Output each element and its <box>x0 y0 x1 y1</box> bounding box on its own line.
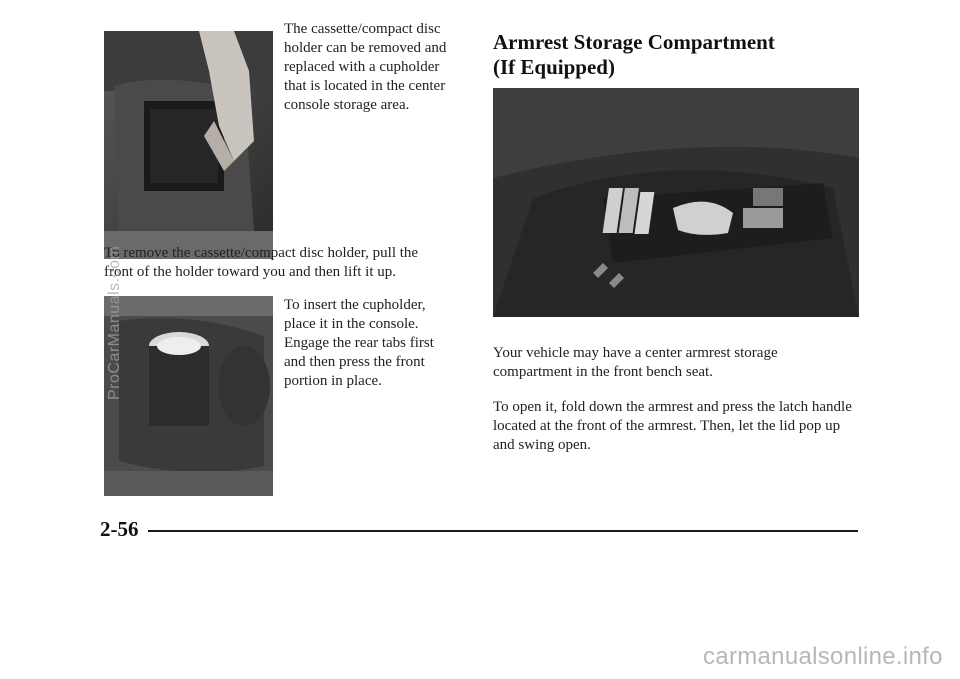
section-heading-line2: (If Equipped) <box>493 55 615 79</box>
section-heading <box>493 30 853 80</box>
remove-holder-paragraph: To remove the cassette/compact disc holder, pull the front of the holder toward you and then lift it up. <box>104 245 419 280</box>
side-watermark: ProCarManuals.com <box>106 245 123 400</box>
armrest-compartment-photo <box>493 88 859 317</box>
cassette-holder-illustration <box>104 31 273 259</box>
cassette-holder-caption: The cassette/compact disc holder can be removed and replaced with a cupholder that is located in the center console storage area. <box>284 21 447 113</box>
cassette-holder-photo <box>104 31 273 259</box>
footer-rule <box>148 530 858 532</box>
page-number: 2-56 <box>100 517 139 541</box>
insert-cupholder-caption: To insert the cupholder, place it in the console. Engage the rear tabs first and then press the front portion in place. <box>284 297 434 389</box>
bottom-watermark: carmanualsonline.info <box>703 643 943 670</box>
armrest-paragraph-1: Your vehicle may have a center armrest storage compartment in the front bench seat. <box>493 345 778 380</box>
armrest-paragraph-2: To open it, fold down the armrest and press the latch handle located at the front of the armrest. Then, let the lid pop up and swing open. <box>493 399 852 453</box>
section-heading-line1: Armrest Storage Compartment <box>493 30 775 54</box>
cupholder-illustration <box>104 296 273 496</box>
armrest-compartment-illustration <box>493 88 859 317</box>
cupholder-photo <box>104 296 273 496</box>
